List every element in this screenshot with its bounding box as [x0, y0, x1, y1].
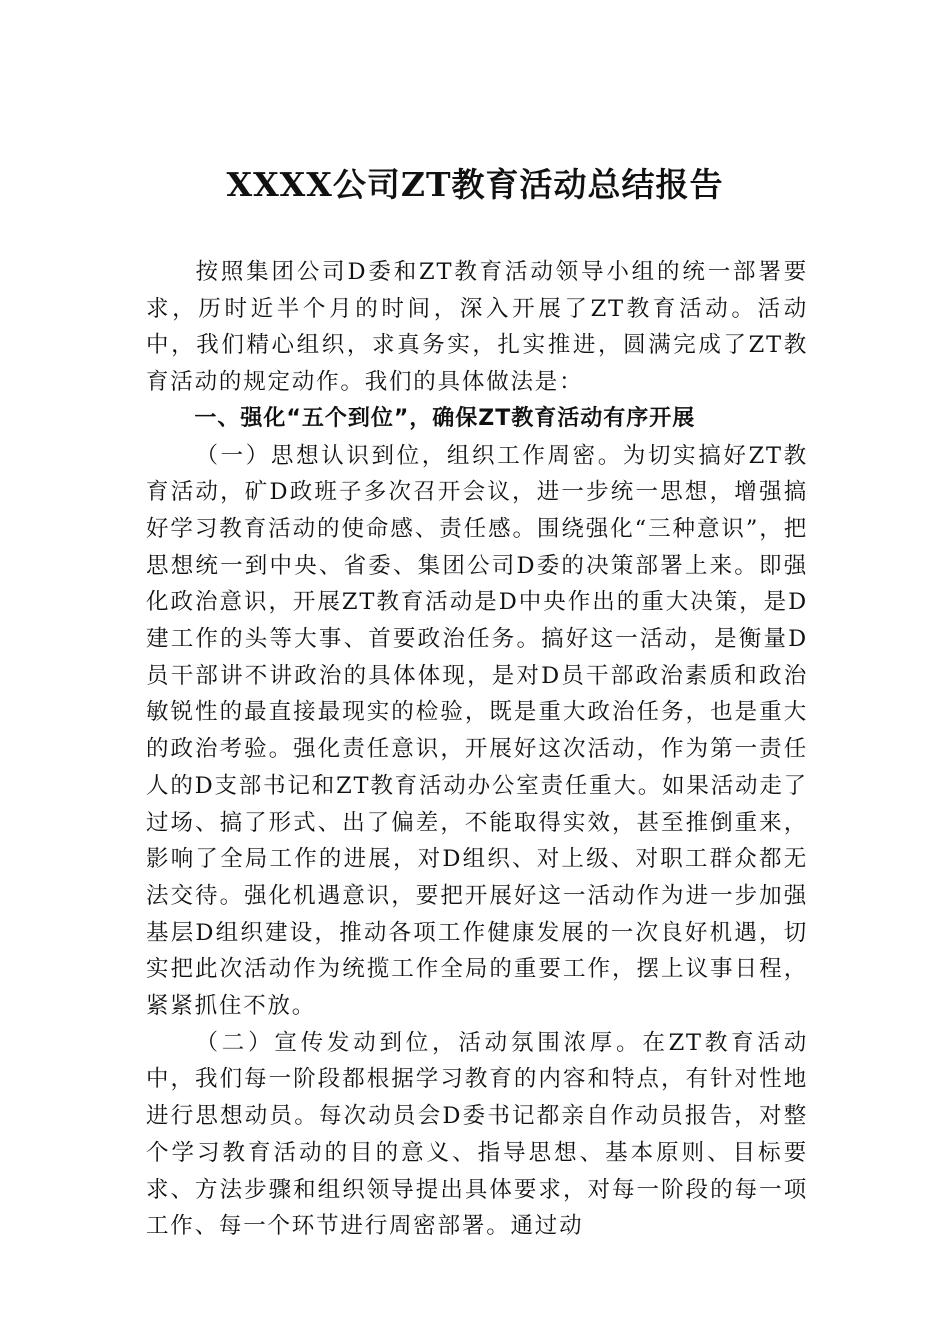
- section-heading: 一、强化“五个到位”，确保ZT教育活动有序开展: [194, 405, 696, 431]
- body-paragraph: （一）思想认识到位，组织工作周密。为切实搞好ZT教育活动，矿D政班子多次召开会议，进一步统一思想，增强搞好学习教育活动的使命感、责任感。围绕强化“三种意识”，把思想统一到中央、省委、集团公司D委的决策部署上来。即强化政治意识，开展ZT教育活动是D中央作出的重大决策，是D建工作的头等大事、首要政治任务。搞好这一活动，是衡量D员干部讲不讲政治的具体体现，是对D员干部政治素质和政治敏锐性的最直接最现实的检验，既是重大政治任务，也是重大的政治考验。强化责任意识，开展好这次活动，作为第一责任人的D支部书记和ZT教育活动办公室责任重大。如果活动走了过场、搞了形式、出了偏差，不能取得实效，甚至推倒重来，影响了全局工作的进展，对D组织、对上级、对职工群众都无法交待。强化机遇意识，要把开展好这一活动作为进一步加强基层D组织建设，推动各项工作健康发展的一次良好机遇，切实把此次活动作为统揽工作全局的重要工作，摆上议事日程，紧紧抓住不放。: [146, 442, 808, 1020]
- document-title: XXXX公司ZT教育活动总结报告: [226, 165, 724, 204]
- document-body: [146, 254, 808, 1245]
- body-paragraph: （二）宣传发动到位，活动氛围浓厚。在ZT教育活动中，我们每一阶段都根据学习教育的内容和特点，有针对性地进行思想动员。每次动员会D委书记都亲自作动员报告，对整个学习教育活动的目的意义、指导思想、基本原则、目标要求、方法步骤和组织领导提出具体要求，对每一阶段的每一项工作、每一个环节进行周密部署。通过动: [146, 1029, 808, 1240]
- intro-paragraph: 按照集团公司D委和ZT教育活动领导小组的统一部署要求，历时近半个月的时间，深入开展了ZT教育活动。活动中，我们精心组织，求真务实，扎实推进，圆满完成了ZT教育活动的规定动作。我们的具体做法是：: [146, 259, 808, 396]
